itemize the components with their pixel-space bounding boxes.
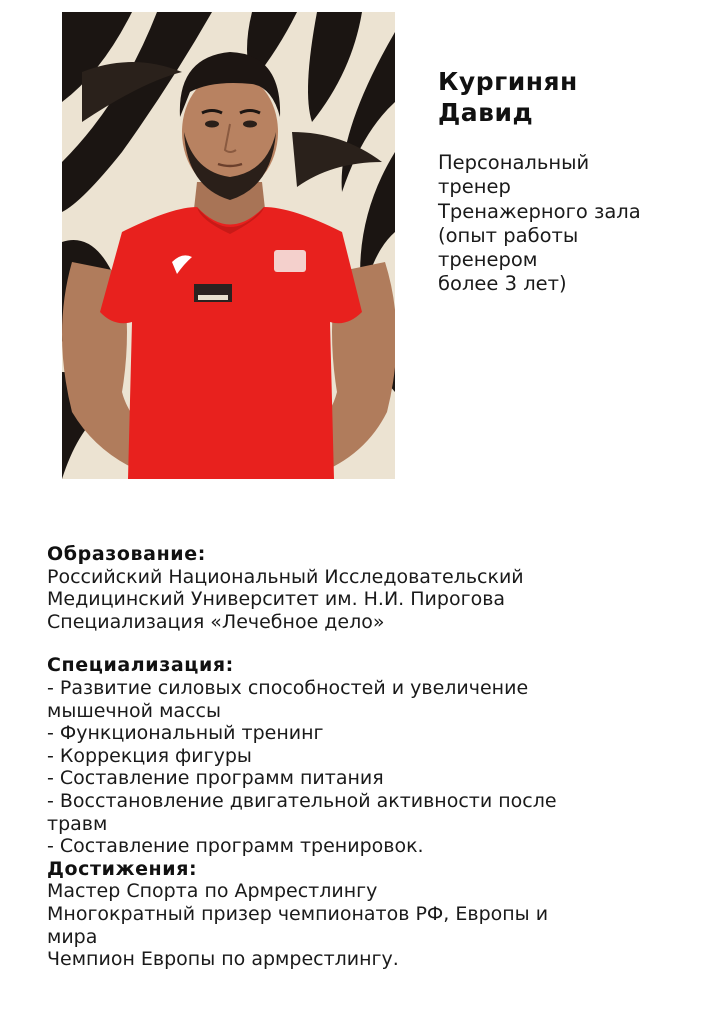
achievements-heading: Достижения:	[47, 857, 198, 880]
specialization-section	[47, 654, 687, 857]
role-line: Тренажерного зала	[438, 199, 641, 223]
role-line: Персональный	[438, 151, 590, 174]
specialization-line: мышечной массы	[47, 699, 221, 722]
education-heading: Образование:	[47, 543, 206, 565]
trainer-role	[438, 151, 703, 297]
specialization-heading: Специализация:	[47, 654, 234, 677]
achievements-section	[47, 858, 687, 971]
role-line: тренером	[438, 248, 538, 272]
specialization-line: - Составление программ тренировок.	[47, 835, 424, 858]
education-line: Специализация «Лечебное дело»	[47, 610, 385, 633]
role-line: тренер	[438, 175, 511, 199]
section-gap	[47, 633, 687, 654]
role-line: более 3 лет)	[438, 272, 567, 296]
trainer-name	[438, 66, 698, 128]
trainer-photo	[62, 12, 395, 479]
specialization-line: - Восстановление двигательной активности после	[47, 789, 557, 812]
education-line: Российский Национальный Исследовательский	[47, 565, 524, 588]
education-line: Медицинский Университет им. Н.И. Пирогова	[47, 588, 506, 611]
name-first: Давид	[438, 98, 534, 127]
specialization-line: травм	[47, 812, 108, 835]
specialization-line: - Коррекция фигуры	[47, 744, 252, 767]
specialization-line: - Функциональный тренинг	[47, 722, 324, 745]
achievement-line: Мастер Спорта по Армрестлингу	[47, 880, 378, 903]
achievement-line: Чемпион Европы по армрестлингу.	[47, 948, 399, 971]
specialization-line: - Развитие силовых способностей и увеличение	[47, 676, 529, 699]
name-surname: Кургинян	[438, 67, 578, 96]
role-line: (опыт работы	[438, 223, 579, 247]
trainer-details	[47, 543, 687, 971]
achievement-line: мира	[47, 925, 98, 948]
achievement-line: Многократный призер чемпионатов РФ, Европы и	[47, 902, 549, 925]
specialization-line: - Составление программ питания	[47, 767, 384, 790]
education-section	[47, 543, 687, 633]
